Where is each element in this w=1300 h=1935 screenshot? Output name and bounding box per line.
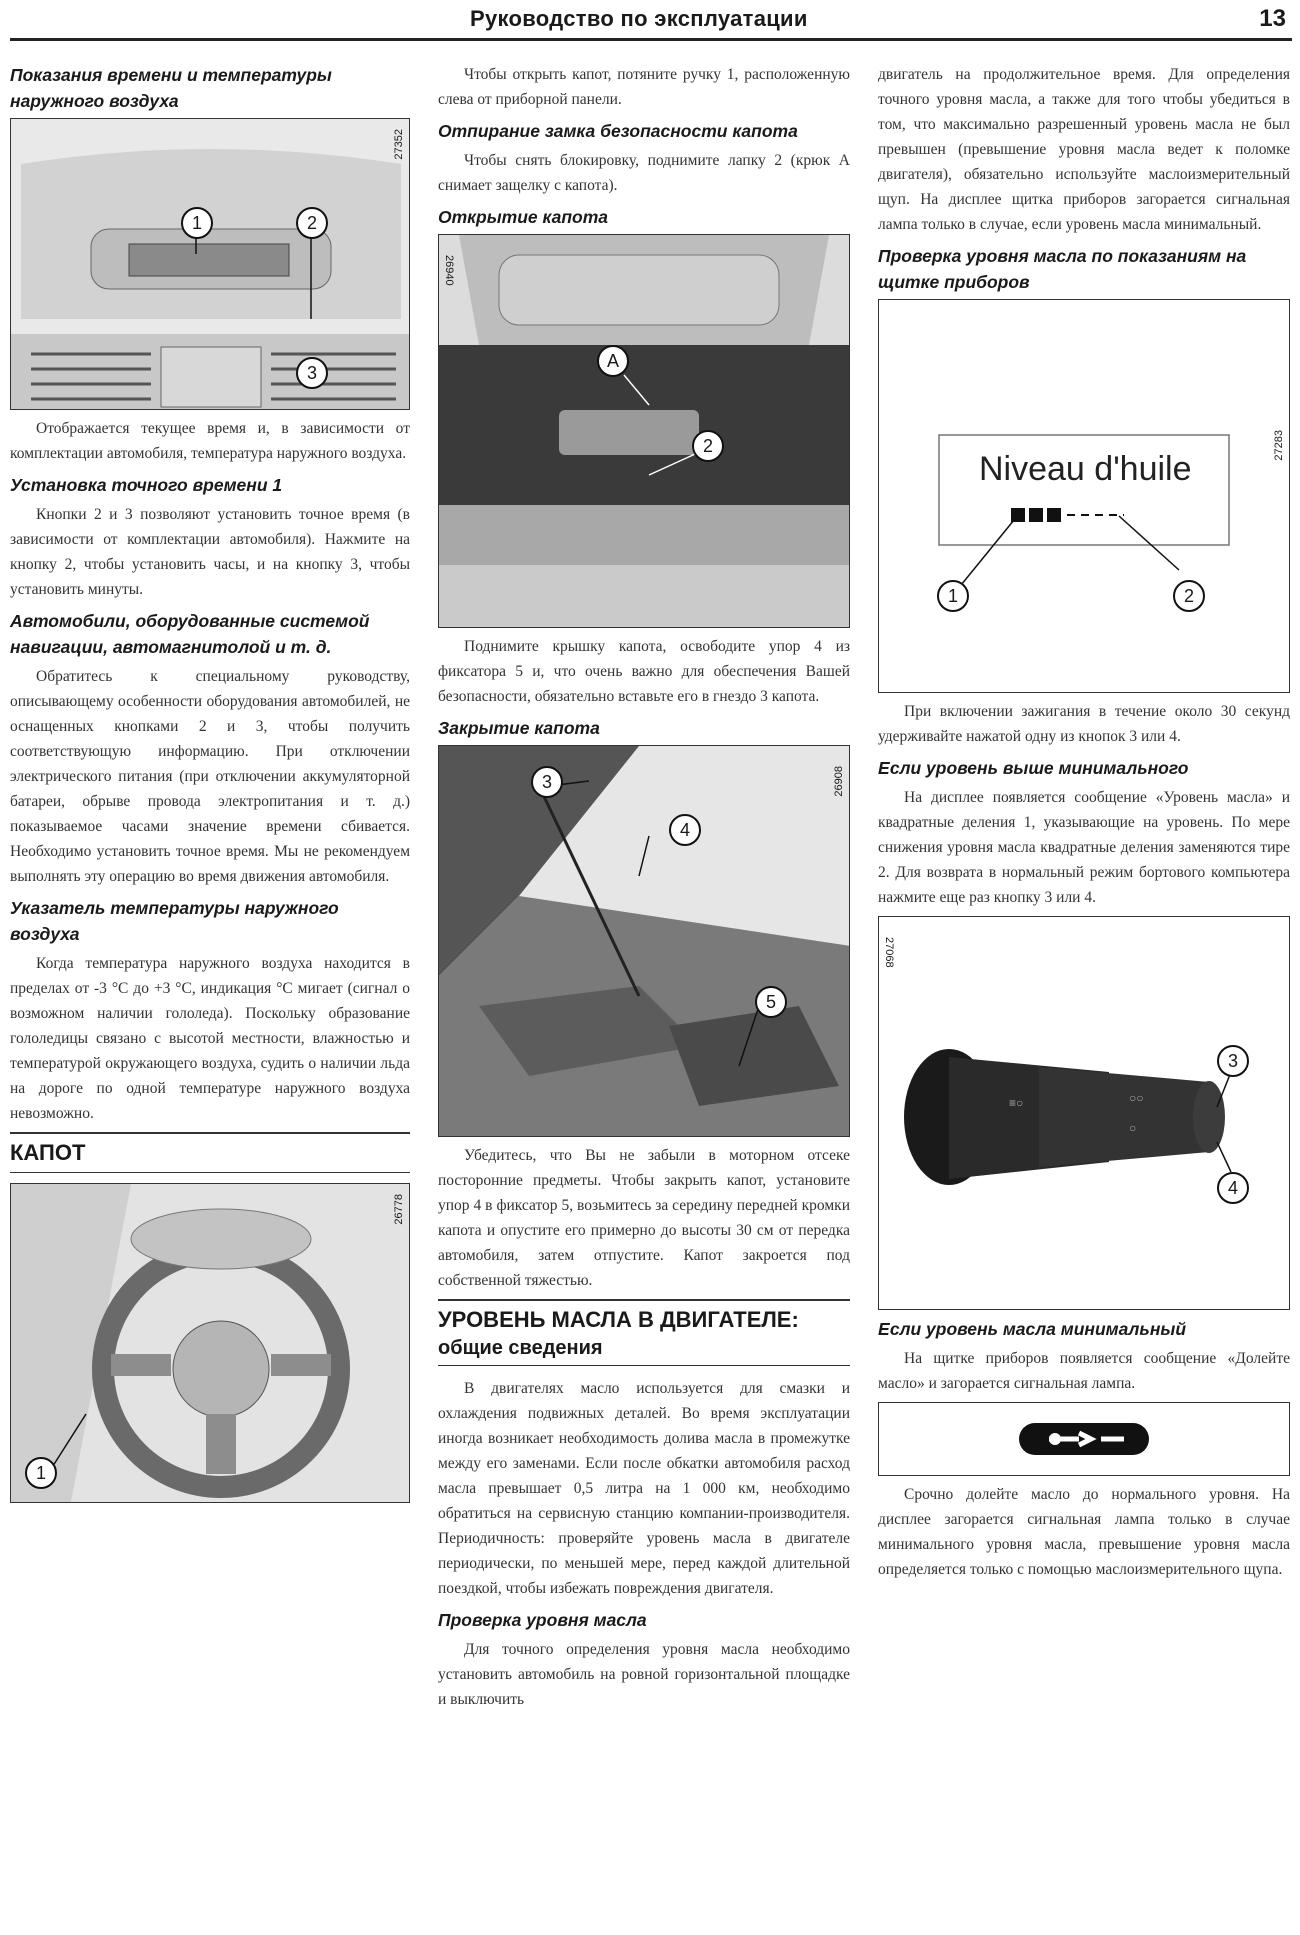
figure-warning-lamp	[878, 1402, 1290, 1476]
display-text: Niveau d'huile	[979, 450, 1192, 488]
svg-text:○○: ○○	[1129, 1091, 1144, 1105]
column-1	[10, 62, 410, 1509]
figure-code: 26940	[443, 255, 455, 286]
svg-text:○: ○	[1129, 1121, 1137, 1135]
figure-dashboard-clock	[10, 118, 410, 410]
hood-prop-illustration	[439, 746, 850, 1136]
callout-2: 2	[1173, 580, 1205, 612]
figure-steering-wheel	[10, 1183, 410, 1503]
figure-code: 27068	[883, 937, 895, 968]
heading-oil-general: общие сведения	[438, 1337, 603, 1359]
paragraph-oil-general: В двигателях масло используется для смазки и охлаждения подвижных деталей. Во время эксплуатации иногда возникает необходимость долива масла в промежутке между его заменами. Если после обкатки автомобиля расход масла превышает 0,5 литра на 1 000 км, необходимо обратиться на сервисную станцию компании-производителя. Периодичность: проверяйте уровень масла в двигателе периодически, по меньшей мере, перед каждой длительной поездкой, чтобы избежать повреждения двигателя.	[438, 1380, 850, 1597]
figure-code: 27283	[1273, 430, 1285, 461]
hood-latch-illustration	[439, 235, 850, 627]
callout-2: 2	[692, 430, 724, 462]
heading-oil-check: Проверка уровня масла	[438, 1610, 647, 1630]
callout-5: 5	[755, 986, 787, 1018]
callout-3: 3	[531, 766, 563, 798]
callout-2: 2	[296, 207, 328, 239]
column-3	[878, 62, 1290, 1588]
running-title: Руководство по эксплуатации	[470, 6, 808, 31]
heading-navigation: Автомобили, оборудованные системой навигации, автомагнитолой и т. д.	[10, 611, 370, 657]
steering-wheel-illustration	[11, 1184, 410, 1502]
paragraph-navigation: Обратитесь к специальному руководству, описывающему особенности оборудования автомобилей, не оснащенных кнопками 2 и 3, чтобы получить соответствующую информацию. При отключении электрического питания (при отключении аккумуляторной батареи, обрыве провода электропитания и т. д.) показываемое часами значение времени сбивается. Необходимо установить точное время. Мы не рекомендуем выполнять эту операцию во время движения автомобиля.	[10, 668, 410, 885]
paragraph-unlock: Чтобы снять блокировку, поднимите лапку 2 (крюк А снимает защелку с капота).	[438, 152, 850, 194]
heading-dash-check: Проверка уровня масла по показаниям на щитке приборов	[878, 246, 1247, 292]
column-2	[438, 62, 850, 1718]
header-rule	[10, 38, 1292, 41]
paragraph-open-hood: Чтобы открыть капот, потяните ручку 1, расположенную слева от приборной панели.	[438, 66, 850, 108]
paragraph-above-min: На дисплее появляется сообщение «Уровень масла» и квадратные деления 1, указывающие на уровень. По мере снижения уровня масла квадратные деления заменяются тире 2. Для возврата в нормальный режим бортового компьютера нажмите еще раз кнопку 3 или 4.	[878, 789, 1290, 906]
heading-opening: Открытие капота	[438, 207, 609, 227]
heading-set-time: Установка точного времени 1	[10, 475, 283, 495]
paragraph-topup: Срочно долейте масло до нормального уровня. На дисплее загорается сигнальная лампа только в случае минимального уровня масла, превышение уровня масла определяется только с помощью маслоизмерительного щупа.	[878, 1486, 1290, 1578]
callout-1: 1	[25, 1457, 57, 1489]
paragraph-lift-hood: Поднимите крышку капота, освободите упор 4 из фиксатора 5 и, что очень важно для обеспечения Вашей безопасности, обязательно вставьте его в гнездо 3 капота.	[438, 638, 850, 705]
paragraph-outside-temp: Когда температура наружного воздуха находится в пределах от -3 °C до +3 °C, индикация °C мигает (сигнал о возможном наличии гололеда). Поскольку образование гололедицы связано с высотой местности, влажностью и температурой окружающего воздуха, судить о наличии льда на дороге по одной температуре наружного воздуха невозможно.	[10, 955, 410, 1122]
page-number: 13	[1259, 5, 1286, 32]
dashboard-clock-illustration	[11, 119, 410, 409]
figure-code: 26778	[393, 1194, 405, 1225]
wrench-warning-icon	[879, 1403, 1290, 1475]
section-rule	[438, 1299, 850, 1301]
section-rule-thin	[438, 1365, 850, 1366]
heading-above-min: Если уровень выше минимального	[878, 758, 1189, 778]
heading-kapot: КАПОТ	[10, 1140, 86, 1165]
figure-code: 27352	[393, 129, 405, 160]
callout-A: A	[597, 345, 629, 377]
callout-3: 3	[1217, 1045, 1249, 1077]
heading-oil-level: УРОВЕНЬ МАСЛА В ДВИГАТЕЛЕ:	[438, 1307, 799, 1332]
heading-outside-temp: Указатель температуры наружного воздуха	[10, 898, 339, 944]
svg-text:≡○: ≡○	[1009, 1096, 1024, 1110]
figure-oil-display	[878, 299, 1290, 693]
heading-min: Если уровень масла минимальный	[878, 1319, 1187, 1339]
figure-stalk-switch	[878, 916, 1290, 1310]
callout-1: 1	[181, 207, 213, 239]
paragraph-time-temp: Отображается текущее время и, в зависимости от комплектации автомобиля, температура наружного воздуха.	[10, 420, 410, 462]
paragraph-set-time: Кнопки 2 и 3 позволяют установить точное время (в зависимости от комплектации автомобиля). Нажмите на кнопку 2, чтобы установить часы, и на кнопку 3, чтобы установить минуты.	[10, 506, 410, 598]
callout-4: 4	[1217, 1172, 1249, 1204]
figure-code: 26908	[833, 766, 845, 797]
section-rule	[10, 1132, 410, 1134]
heading-closing: Закрытие капота	[438, 718, 600, 738]
oil-display-illustration	[879, 300, 1290, 692]
heading-time-temperature: Показания времени и температуры наружного воздуха	[10, 65, 332, 111]
section-rule-thin	[10, 1172, 410, 1173]
figure-hood-prop	[438, 745, 850, 1137]
paragraph-close-hood: Убедитесь, что Вы не забыли в моторном отсеке посторонние предметы. Чтобы закрыть капот, установите упор 4 в фиксатор 5, возьмитесь за середину передней кромки капота и опустите его примерно до высоты 30 см от передка автомобиля, затем отпустите. Капот закроется под собственной тяжестью.	[438, 1147, 850, 1289]
heading-unlock: Отпирание замка безопасности капота	[438, 121, 798, 141]
paragraph-ignition: При включении зажигания в течение около 30 секунд удерживайте нажатой одну из кнопок 3 или 4.	[878, 703, 1290, 745]
callout-3: 3	[296, 357, 328, 389]
page-header	[0, 0, 1300, 44]
stalk-switch-illustration	[879, 917, 1290, 1309]
paragraph-min: На щитке приборов появляется сообщение «Долейте масло» и загорается сигнальная лампа.	[878, 1350, 1290, 1392]
figure-hood-latch	[438, 234, 850, 628]
callout-4: 4	[669, 814, 701, 846]
callout-1: 1	[937, 580, 969, 612]
paragraph-oil-check: Для точного определения уровня масла необходимо установить автомобиль на ровной горизонтальной площадке и выключить	[438, 1641, 850, 1708]
paragraph-continued: двигатель на продолжительное время. Для определения точного уровня масла, а также для того чтобы убедиться в том, что максимально разрешенный уровень масла не был превышен (превышение уровня масла ведет к поломке двигателя), обязательно используйте маслоизмерительный щуп. На дисплее щитка приборов загорается сигнальная лампа только в случае, если уровень масла минимальный.	[878, 66, 1290, 233]
